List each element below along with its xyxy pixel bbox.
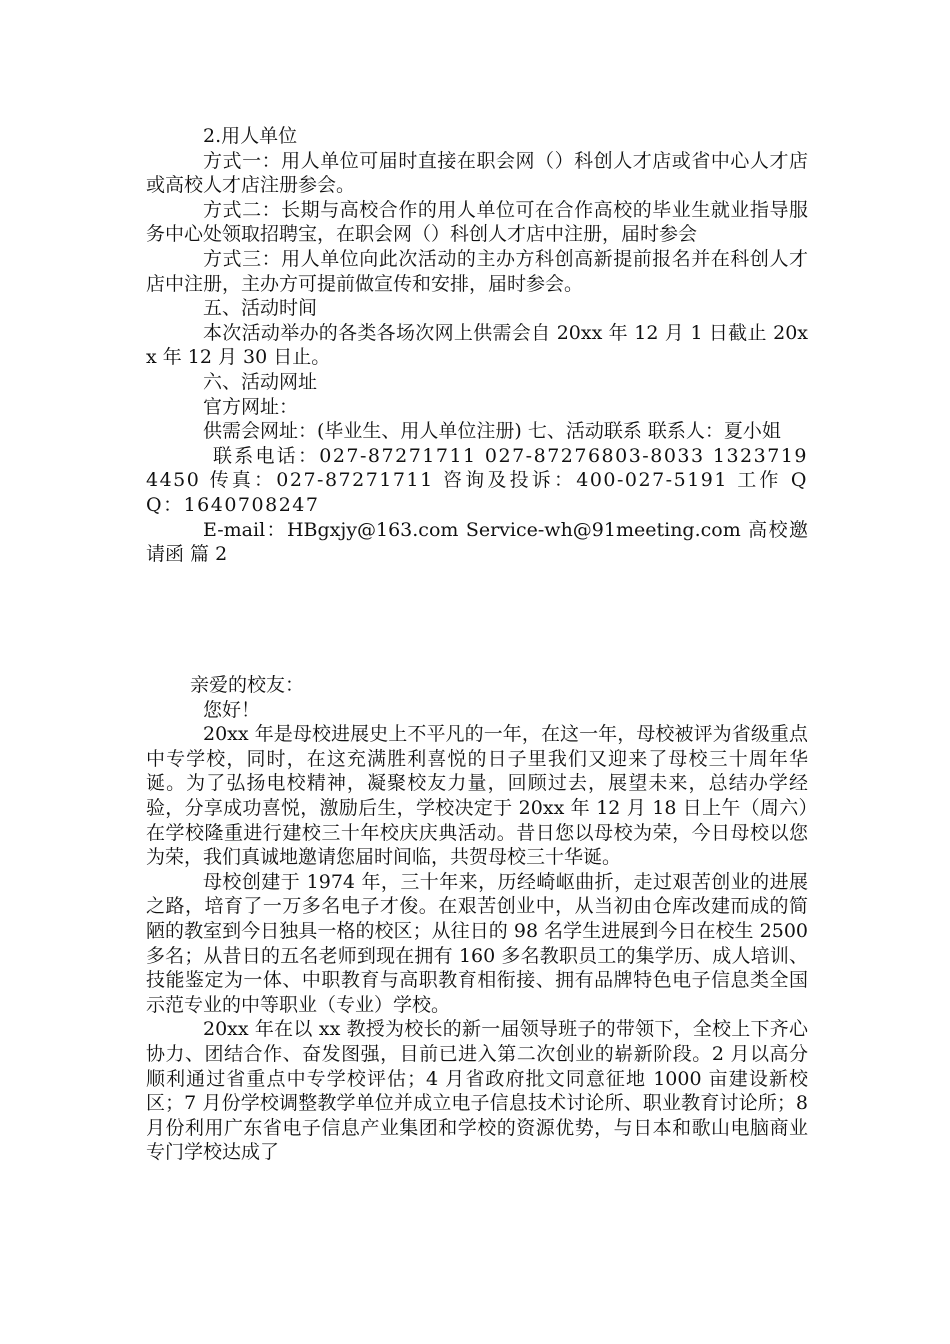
- subheading-employer: 2.用人单位: [203, 125, 298, 147]
- section-invitation: [146, 673, 808, 1165]
- method-one-paragraph: 方式一：用人单位可届时直接在职会网（）科创人才店或省中心人才店或高校人才店注册参会。: [146, 149, 808, 197]
- invitation-paragraph-3: 20xx 年在以 xx 教授为校长的新一届领导班子的带领下，全校上下齐心协力、团结合作、奋发图强，目前已进入第二次创业的崭新阶段。2 月以高分顺利通过省重点中专学校评估；4 月省政府批文同意征地 1000 亩建设新校区；7 月份学校调整教学单位并成立电子信息技术讨论所、职业教育讨论所；8 月份利用广东省电子信息产业集团和学校的资源优势，与日本和歌山电脑商业专门学校达成了: [146, 1018, 808, 1164]
- contact-phone-paragraph: 联系电话：027-87271711 027-87276803-8033 13237194450 传真：027-87271711 咨询及投诉：400-027-5191 工作 QQ：1640708247: [146, 444, 808, 516]
- greeting-line: 亲爱的校友：: [190, 674, 305, 696]
- section-top: [146, 124, 808, 567]
- invitation-paragraph-2: 母校创建于 1974 年，三十年来，历经崎岖曲折，走过艰苦创业的进展之路，培育了一万多名电子才俊。在艰苦创业中，从当初由仓库改建而成的简陋的教室到今日独具一格的校区；从往日的 98 名学生进展到今日在校生 2500 多名；从昔日的五名老师到现在拥有 160 多名教职员工的集学历、成人培训、技能鉴定为一体、中职教育与高职教育相衔接、拥有品牌特色电子信息类全国示范专业的中等职业（专业）学校。: [146, 870, 808, 1016]
- hello-line: 您好！: [203, 698, 261, 721]
- invitation-paragraph-1: 20xx 年是母校进展史上不平凡的一年，在这一年，母校被评为省级重点中专学校，同时，在这充满胜利喜悦的日子里我们又迎来了母校三十周年华诞。为了弘扬电校精神，凝聚校友力量，回顾过去，展望未来，总结办学经验，分享成功喜悦，激励后生，学校决定于 20xx 年 12 月 18 日上午（周六）在学校隆重进行建校三十年校庆庆典活动。昔日您以母校为荣，今日母校以您为荣，我们真诚地邀请您届时间临，共贺母校三十华诞。: [146, 723, 808, 869]
- activity-time-paragraph: 本次活动举办的各类各场次网上供需会自 20xx 年 12 月 1 日截止 20xx 年 12 月 30 日止。: [146, 321, 808, 369]
- method-three-paragraph: 方式三：用人单位向此次活动的主办方科创高新提前报名并在科创人才店中注册，主办方可提前做宣传和安排，届时参会。: [146, 247, 808, 295]
- email-line: E-mail：HBgxjy@163.com Service-wh@91meeting.com 高校邀请函 篇 2: [146, 518, 808, 566]
- heading-activity-time: 五、活动时间: [203, 297, 318, 320]
- heading-activity-website: 六、活动网址: [203, 370, 318, 393]
- official-website-line: 官方网址：: [203, 395, 299, 418]
- method-two-paragraph: 方式二：长期与高校合作的用人单位可在合作高校的毕业生就业指导服务中心处领取招聘宝，在职会网（）科创人才店中注册，届时参会: [146, 198, 808, 246]
- fair-website-contact-line: 供需会网址：(毕业生、用人单位注册) 七、活动联系 联系人：夏小姐: [203, 420, 781, 443]
